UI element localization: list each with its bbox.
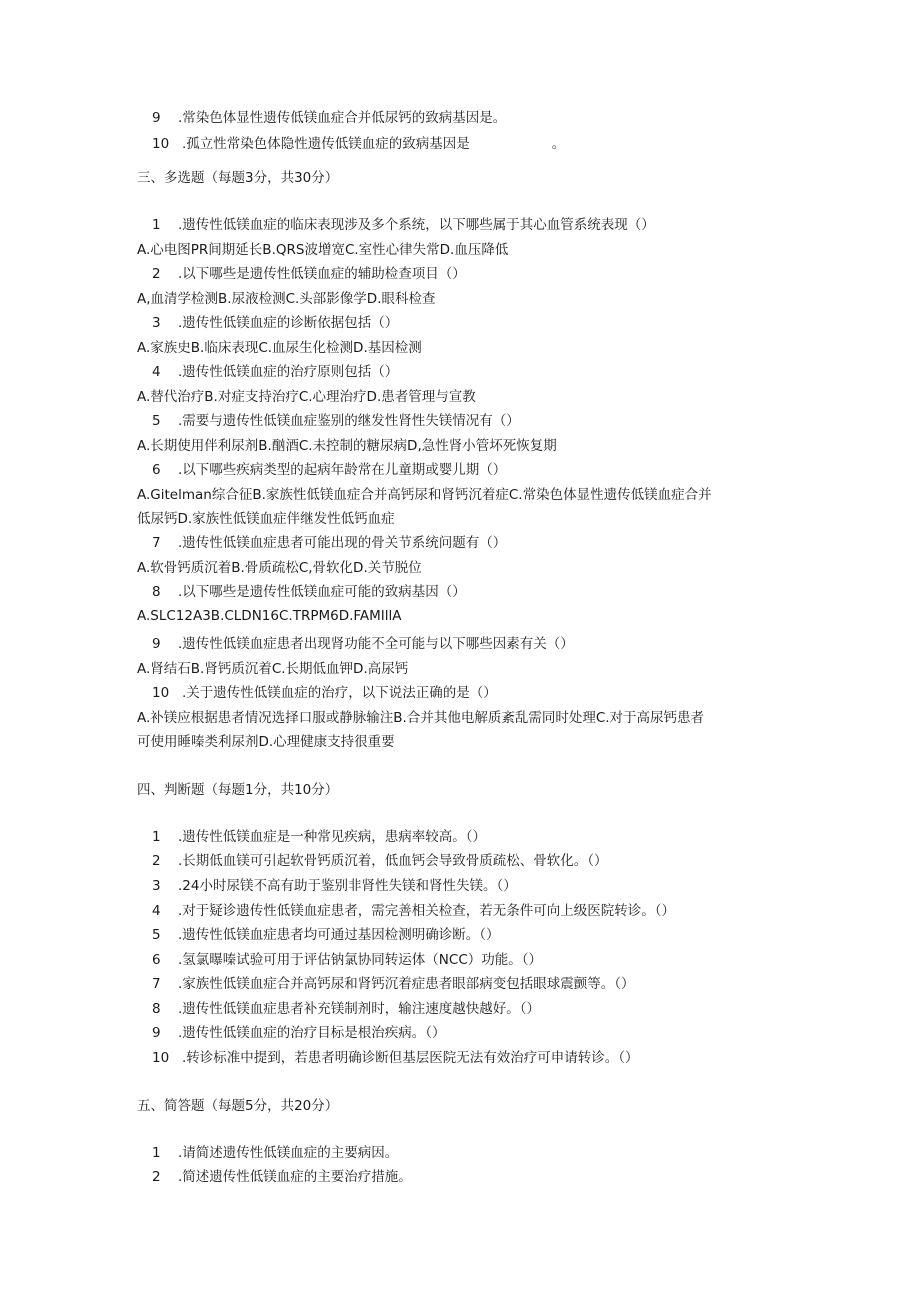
question-number: 6 — [152, 952, 161, 968]
question-number: 7 — [152, 535, 161, 551]
tf-question-8 — [152, 999, 540, 1019]
question-number: 8 — [152, 584, 161, 600]
question-text: .遗传性低镁血症患者可能出现的骨关节系统问题有（） — [178, 535, 507, 551]
question-text: .遗传性低镁血症的诊断依据包括（） — [178, 315, 399, 331]
question-text: .遗传性低镁血症的治疗原则包括（） — [178, 364, 399, 380]
mc-options-3: A.家族史B.临床表现C.血尿生化检测D.基因检测 — [137, 340, 422, 356]
tf-question-7 — [152, 974, 635, 994]
question-number: 4 — [152, 903, 161, 919]
question-text: .请简述遗传性低镁血症的主要病因。 — [178, 1145, 399, 1161]
question-text: .对于疑诊遗传性低镁血症患者，需完善相关检查，若无条件可向上级医院转诊。（） — [178, 903, 676, 919]
fill-question-9 — [152, 108, 506, 128]
question-text: .长期低血镁可引起软骨钙质沉着，低血钙会导致骨质疏松、骨软化。（） — [178, 853, 608, 869]
mc-options-4: A.替代治疗B.对症支持治疗C.心理治疗D.患者管理与宣教 — [137, 389, 476, 405]
question-text: .以下哪些是遗传性低镁血症的辅助检查项目（） — [178, 266, 466, 282]
tf-question-10 — [152, 1048, 639, 1068]
question-number: 8 — [152, 1001, 161, 1017]
tf-question-5 — [152, 925, 500, 945]
question-suffix: 。 — [492, 110, 507, 126]
sa-question-1 — [152, 1143, 398, 1163]
mc-question-5 — [152, 411, 520, 431]
section-title-short-answer: 五、简答题（每题5分，共20分） — [137, 1098, 339, 1114]
question-suffix: 。 — [551, 136, 566, 152]
question-text: .遗传性低镁血症患者出现肾功能不全可能与以下哪些因素有关（） — [178, 636, 574, 652]
question-text: .遗传性低镁血症患者补充镁制剂时，输注速度越快越好。（） — [178, 1001, 541, 1017]
question-text: .遗传性低镁血症的治疗目标是根治疾病。（） — [178, 1025, 446, 1041]
question-text: .简述遗传性低镁血症的主要治疗措施。 — [178, 1169, 412, 1185]
question-number: 1 — [152, 829, 161, 845]
mc-options-8: A.SLC12A3B.CLDN16C.TRPM6D.FAMIllA — [137, 608, 402, 624]
question-number: 3 — [152, 315, 161, 331]
question-number: 10 — [152, 136, 170, 152]
question-text: .家族性低镁血症合并高钙尿和肾钙沉着症患者眼部病变包括眼球震颤等。（） — [178, 976, 635, 992]
mc-question-6 — [152, 460, 506, 480]
mc-options-2: A,血清学检测B.尿液检测C.头部影像学D.眼科检查 — [137, 291, 436, 307]
section-title-multiple-choice: 三、多选题（每题3分，共30分） — [137, 170, 339, 186]
mc-question-9 — [152, 634, 574, 654]
tf-question-3 — [152, 876, 517, 896]
mc-options-5: A.长期使用伴利尿剂B.酗酒C.未控制的糖尿病D,急性肾小管坏死恢复期 — [137, 438, 557, 454]
question-text: .常染色体显性遗传低镁血症合并低尿钙的致病基因是 — [178, 110, 493, 126]
question-number: 2 — [152, 266, 161, 282]
section-title-true-false: 四、判断题（每题1分，共10分） — [137, 782, 339, 798]
sa-question-2 — [152, 1167, 412, 1187]
question-number: 5 — [152, 413, 161, 429]
mc-question-7 — [152, 533, 506, 553]
mc-options-7: A.软骨钙质沉着B.骨质疏松C,骨软化D.关节脱位 — [137, 560, 422, 576]
question-number: 7 — [152, 976, 161, 992]
mc-options-10-line-2: 可使用睡嗪类利尿剂D.心理健康支持很重要 — [137, 734, 395, 750]
question-number: 2 — [152, 1169, 161, 1185]
mc-question-3 — [152, 313, 398, 333]
mc-question-10 — [152, 683, 497, 703]
question-number: 1 — [152, 217, 161, 233]
question-text: .遗传性低镁血症是一种常见疾病，患病率较高。（） — [178, 829, 487, 845]
question-number: 9 — [152, 1025, 161, 1041]
question-text: .关于遗传性低镁血症的治疗，以下说法正确的是（） — [182, 685, 497, 701]
question-text: .孤立性常染色体隐性遗传低镁血症的致病基因是 — [182, 136, 470, 152]
tf-question-6 — [152, 950, 542, 970]
question-number: 4 — [152, 364, 161, 380]
question-text: .24小时尿镁不高有助于鉴别非肾性失镁和肾性失镁。（） — [178, 878, 517, 894]
question-text: .氢氯曝嗪试验可用于评估钠氯协同转运体（NCC）功能。（） — [178, 952, 542, 968]
tf-question-4 — [152, 901, 675, 921]
question-text: .需要与遗传性低镁血症鉴别的继发性肾性失镁情况有（） — [178, 413, 520, 429]
question-number: 9 — [152, 636, 161, 652]
question-text: .以下哪些是遗传性低镁血症可能的致病基因（） — [178, 584, 466, 600]
question-number: 6 — [152, 462, 161, 478]
question-text: .遗传性低镁血症患者均可通过基因检测明确诊断。（） — [178, 927, 500, 943]
mc-options-6-line-2: 低尿钙D.家族性低镁血症伴继发性低钙血症 — [137, 511, 395, 527]
mc-options-9: A.肾结石B.肾钙质沉着C.长期低血钾D.高尿钙 — [137, 661, 409, 677]
question-text: .遗传性低镁血症的临床表现涉及多个系统，以下哪些属于其心血管系统表现（） — [178, 217, 655, 233]
mc-question-8 — [152, 582, 466, 602]
question-number: 5 — [152, 927, 161, 943]
question-number: 10 — [152, 1050, 170, 1066]
question-number: 3 — [152, 878, 161, 894]
tf-question-1 — [152, 827, 486, 847]
mc-options-6-line-1: A.Gitelman综合征B.家族性低镁血症合并高钙尿和肾钙沉着症C.常染色体显性遗传低镁血症合并 — [137, 487, 712, 503]
question-text: .以下哪些疾病类型的起病年龄常在儿童期或婴儿期（） — [178, 462, 507, 478]
mc-options-1: A.心电图PR间期延长B.QRS波增宽C.室性心律失常D.血压降低 — [137, 242, 509, 258]
tf-question-2 — [152, 851, 608, 871]
question-number: 1 — [152, 1145, 161, 1161]
question-text: .转诊标准中提到，若患者明确诊断但基层医院无法有效治疗可申请转诊。（） — [182, 1050, 639, 1066]
fill-question-10 — [152, 134, 565, 154]
question-number: 10 — [152, 685, 170, 701]
question-number: 9 — [152, 110, 161, 126]
mc-question-2 — [152, 264, 466, 284]
mc-question-4 — [152, 362, 398, 382]
question-number: 2 — [152, 853, 161, 869]
tf-question-9 — [152, 1023, 446, 1043]
mc-question-1 — [152, 215, 655, 235]
mc-options-10-line-1: A.补镁应根据患者情况选择口服或静脉输注B.合并其他电解质紊乱需同时处理C.对于高尿钙患者 — [137, 710, 705, 726]
